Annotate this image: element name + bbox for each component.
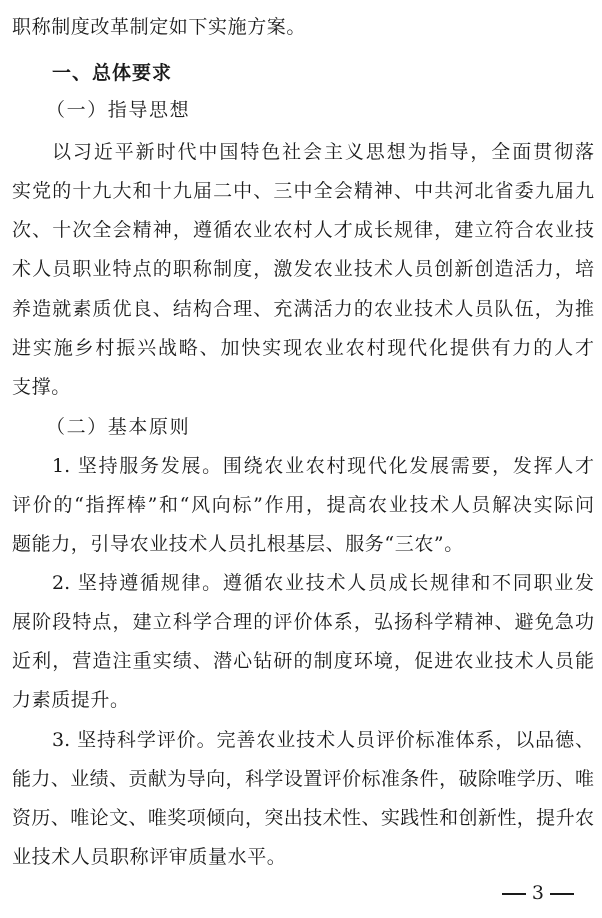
- paragraph-line: 术人员职业特点的职称制度，激发农业技术人员创新创造活力，培: [12, 258, 594, 280]
- section-heading: 一、总体要求: [52, 62, 173, 84]
- paragraph-line: 评价的“指挥棒”和“风向标”作用，提高农业技术人员解决实际问: [12, 494, 594, 516]
- paragraph-line: 展阶段特点，建立科学合理的评价体系，弘扬科学精神、避免急功: [12, 611, 594, 633]
- paragraph-line: 资历、唯论文、唯奖项倾向，突出技术性、实践性和创新性，提升农: [12, 807, 594, 829]
- paragraph-line: 支撑。: [12, 376, 71, 398]
- subsection-heading: （二）基本原则: [46, 416, 191, 438]
- paragraph-line: 近利，营造注重实绩、潜心钻研的制度环境，促进农业技术人员能: [12, 650, 594, 672]
- paragraph-line: 养造就素质优良、结构合理、充满活力的农业技术人员队伍，为推: [12, 298, 594, 320]
- paragraph-line: 2. 坚持遵循规律。遵循农业技术人员成长规律和不同职业发: [52, 572, 594, 594]
- paragraph-line: 以习近平新时代中国特色社会主义思想为指导，全面贯彻落: [52, 141, 594, 163]
- paragraph-line: 题能力，引导农业技术人员扎根基层、服务“三农”。: [12, 533, 464, 555]
- page-number-value: 3: [531, 882, 544, 904]
- page-number: [496, 880, 580, 906]
- paragraph-line: 业技术人员职称评审质量水平。: [12, 846, 287, 868]
- dash-left: [502, 893, 526, 895]
- paragraph-line: 力素质提升。: [12, 689, 130, 711]
- subsection-heading: （一）指导思想: [46, 99, 191, 121]
- paragraph-line: 实党的十九大和十九届二中、三中全会精神、中共河北省委九届九: [12, 180, 594, 202]
- paragraph-line: 进实施乡村振兴战略、加快实现农业农村现代化提供有力的人才: [12, 337, 594, 359]
- paragraph-line: 次、十次全会精神，遵循农业农村人才成长规律，建立符合农业技: [12, 219, 594, 241]
- paragraph-line: 能力、业绩、贡献为导向，科学设置评价标准条件，破除唯学历、唯: [12, 768, 594, 790]
- paragraph-line: 1. 坚持服务发展。围绕农业农村现代化发展需要，发挥人才: [52, 455, 594, 477]
- paragraph-line: 3. 坚持科学评价。完善农业技术人员评价标准体系，以品德、: [52, 729, 594, 751]
- dash-right: [550, 893, 574, 895]
- text-line: 职称制度改革制定如下实施方案。: [12, 16, 307, 38]
